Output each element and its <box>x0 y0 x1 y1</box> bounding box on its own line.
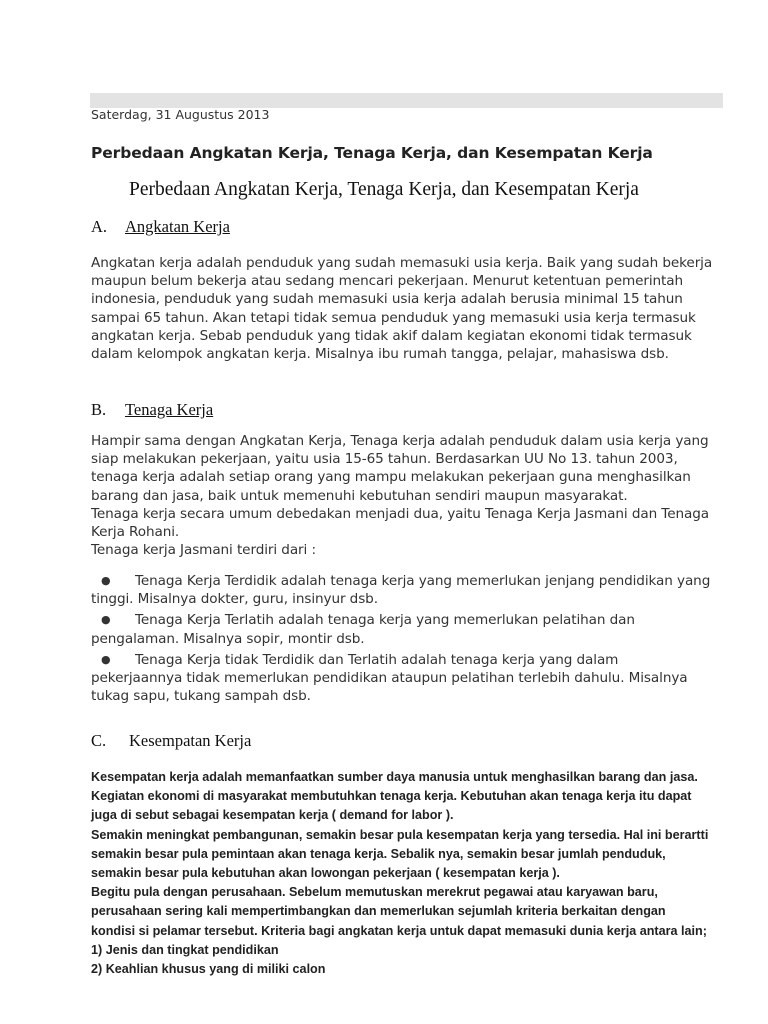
paragraph-line: kondisi si pelamar tersebut. Kriteria bagi angkatan kerja untuk dapat memasuki dunia kerja antara lain; <box>91 923 707 938</box>
paragraph-line: Tenaga kerja Jasmani terdiri dari : <box>91 542 316 559</box>
paragraph-line: sampai 65 tahun. Akan tetapi tidak semua penduduk yang memasuki usia kerja termasuk <box>91 309 696 326</box>
section-b-title: Tenaga Kerja <box>125 400 214 419</box>
paragraph-line: Tenaga kerja secara umum debedakan menjadi dua, yaitu Tenaga Kerja Jasmani dan Tenaga <box>91 505 709 522</box>
list-item <box>91 572 731 608</box>
header-bar <box>90 93 723 108</box>
section-c-body <box>91 768 731 979</box>
post-date: Saterdag, 31 Augustus 2013 <box>91 107 270 122</box>
paragraph-line: Kegiatan ekonomi di masyarakat membutuhkan tenaga kerja. Kebutuhan akan tenaga kerja itu dapat <box>91 789 692 804</box>
bullet-icon: ● <box>101 574 111 587</box>
section-c-heading <box>91 731 251 751</box>
bullet-text: tukag sapu, tukang sampah dsb. <box>91 688 311 705</box>
paragraph-line: semakin besar pula pemintaan akan tenaga kerja. Sebalik nya, semakin besar jumlah penduduk, <box>91 846 666 861</box>
paragraph-line: Begitu pula dengan perusahaan. Sebelum memutuskan merekrut pegawai atau karyawan baru, <box>91 885 658 900</box>
bullet-text: pengalaman. Misalnya sopir, montir dsb. <box>91 630 365 647</box>
list-item <box>91 651 731 706</box>
paragraph-line: Angkatan kerja adalah penduduk yang sudah memasuki usia kerja. Baik yang sudah bekerja <box>91 255 713 271</box>
section-c-title: Kesempatan Kerja <box>129 731 252 750</box>
post-title[interactable]: Perbedaan Angkatan Kerja, Tenaga Kerja, dan Kesempatan Kerja <box>91 144 653 162</box>
paragraph-line: Semakin meningkat pembangunan, semakin besar pula kesempatan kerja yang tersedia. Hal ini berartti <box>91 827 709 842</box>
bullet-icon: ● <box>101 613 111 627</box>
paragraph-line: Hampir sama dengan Angkatan Kerja, Tenaga kerja adalah penduduk dalam usia kerja yang <box>91 433 709 449</box>
bullet-list <box>91 572 731 708</box>
section-b-letter: B. <box>91 400 107 419</box>
section-a-letter: A. <box>91 217 108 236</box>
bullet-text: Tenaga Kerja Terdidik adalah tenaga kerja yang memerlukan jenjang pendidikan yang <box>135 573 711 589</box>
section-a-heading <box>91 217 230 237</box>
list-item <box>91 611 731 647</box>
paragraph-line: siap melakukan pekerjaan, yaitu usia 15-65 tahun. Berdasarkan UU No 13. tahun 2003, <box>91 451 678 468</box>
section-c-letter: C. <box>91 731 107 750</box>
paragraph-line: semakin besar pula kebutuhan akan lowongan pekerjaan ( kesempatan kerja ). <box>91 866 560 881</box>
paragraph-line: dalam kelompok angkatan kerja. Misalnya ibu rumah tangga, pelajar, mahasiswa dsb. <box>91 346 669 363</box>
section-b-body <box>91 432 731 559</box>
bullet-text: Tenaga Kerja tidak Terdidik dan Terlatih adalah tenaga kerja yang dalam <box>135 651 619 668</box>
bullet-icon: ● <box>101 652 111 666</box>
paragraph-line: indonesia, penduduk yang sudah memasuki usia kerja adalah berusia minimal 15 tahun <box>91 291 683 308</box>
bullet-text: pekerjaannya tidak memerlukan pendidikan ataupun pelatihan terlebih dahulu. Misalnya <box>91 670 688 687</box>
paragraph-line: perusahaan sering kali mempertimbangkan dan memerlukan sejumlah kriteria berkaitan dengan <box>91 904 666 919</box>
paragraph-line: maupun belum bekerja atau sedang mencari pekerjaan. Menurut ketentuan pemerintah <box>91 273 684 290</box>
bullet-text: tinggi. Misalnya dokter, guru, insinyur dsb. <box>91 591 378 608</box>
paragraph-line: angkatan kerja. Sebab penduduk yang tidak akif dalam kegiatan ekonomi tidak termasuk <box>91 327 692 344</box>
paragraph-line: 1) Jenis dan tingkat pendidikan <box>91 942 279 957</box>
paragraph-line: juga di sebut sebagai kesempatan kerja ( demand for labor ). <box>91 808 454 823</box>
document-title: Perbedaan Angkatan Kerja, Tenaga Kerja, dan Kesempatan Kerja <box>129 179 639 200</box>
paragraph-line: Kesempatan kerja adalah memanfaatkan sumber daya manusia untuk menghasilkan barang dan jasa. <box>91 770 698 784</box>
section-b-heading <box>91 400 213 420</box>
paragraph-line: barang dan jasa, baik untuk memenuhi kebutuhan sendiri maupun masyarakat. <box>91 487 628 504</box>
section-a-body <box>91 254 731 363</box>
paragraph-line: tenaga kerja adalah setiap orang yang mampu melakukan pekerjaan guna menghasilkan <box>91 469 691 486</box>
section-a-title: Angkatan Kerja <box>125 217 230 236</box>
bullet-text: Tenaga Kerja Terlatih adalah tenaga kerja yang memerlukan pelatihan dan <box>135 612 635 629</box>
paragraph-line: Kerja Rohani. <box>91 524 180 541</box>
paragraph-line: 2) Keahlian khusus yang di miliki calon <box>91 962 326 977</box>
